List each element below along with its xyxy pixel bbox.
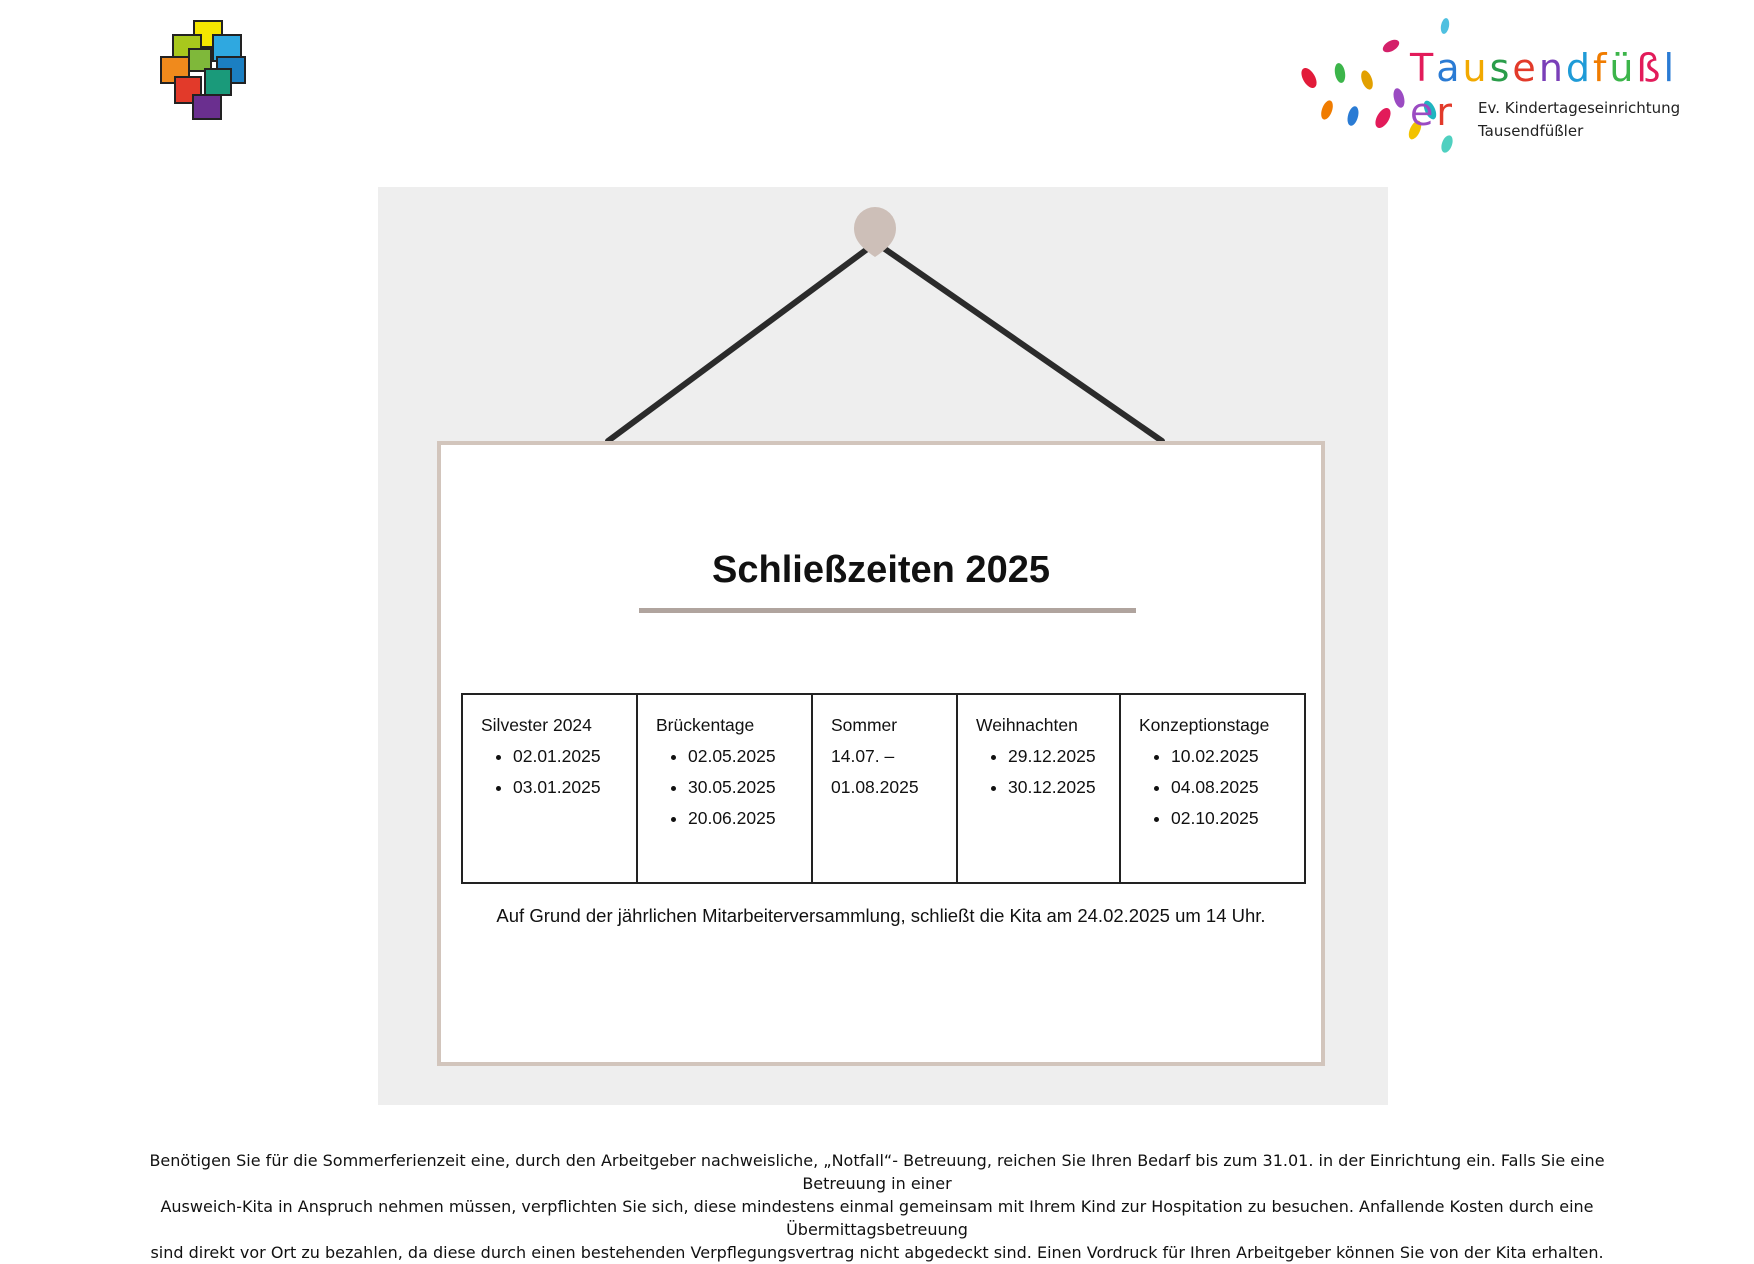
date-list [656, 741, 793, 834]
brand-letter: e [1410, 90, 1437, 134]
column-sommer [812, 694, 957, 883]
list-item: • 02.01.2025 [513, 741, 618, 772]
list-item: • 04.08.2025 [1171, 772, 1286, 803]
summer-range-start: 14.07. – [831, 746, 895, 766]
brand-letter: l [1663, 46, 1678, 90]
board-title: Schließzeiten 2025 [712, 549, 1050, 591]
summer-range-end: 01.08.2025 [831, 777, 919, 797]
column-heading: Brückentage [656, 715, 755, 735]
staff-meeting-note: Auf Grund der jährlichen Mitarbeiterversammlung, schließt die Kita am 24.02.2025 um 14 Uhr. [496, 905, 1266, 926]
logo-subtitle [1478, 97, 1680, 143]
column-konzeptionstage [1120, 694, 1305, 883]
brand-letter: a [1436, 46, 1463, 90]
date-list [481, 741, 618, 803]
brand-letter: d [1565, 46, 1594, 90]
list-item: • 30.12.2025 [1008, 772, 1101, 803]
column-weihnachten [957, 694, 1120, 883]
column-brueckentage [637, 694, 812, 883]
brand-letter: r [1436, 90, 1456, 134]
footer-notice [110, 1149, 1644, 1264]
column-heading: Silvester 2024 [481, 715, 592, 735]
column-heading: Sommer [831, 715, 898, 735]
brand-letter: T [1410, 46, 1437, 90]
footer-line: Benötigen Sie für die Sommerferienzeit eine, durch den Arbeitgeber nachweisliche, „Notfall“- Betreuung, reichen Sie Ihren Bedarf bis zum 31.01. in der Einrichtung ein. Falls Sie eine Betreuung in einer [149, 1151, 1605, 1193]
church-cross-logo [155, 15, 275, 120]
brand-letter: f [1593, 46, 1610, 90]
list-item: • 02.05.2025 [688, 741, 793, 772]
list-item: • 30.05.2025 [688, 772, 793, 803]
logo-subtitle-line1: Ev. Kindertageseinrichtung [1478, 99, 1681, 117]
hanging-string-icon [378, 187, 1388, 447]
tausendfuessler-logo [1295, 18, 1695, 158]
list-item: • 29.12.2025 [1008, 741, 1101, 772]
table-row [462, 694, 1305, 883]
list-item: • 20.06.2025 [688, 803, 793, 834]
brand-letter: n [1538, 46, 1566, 90]
date-list [1139, 741, 1286, 834]
list-item: • 10.02.2025 [1171, 741, 1286, 772]
title-underline [639, 608, 1136, 613]
closure-board [437, 441, 1325, 1066]
logo-subtitle-line2: Tausendfüßler [1478, 122, 1584, 140]
brand-letter: u [1462, 46, 1490, 90]
brand-letter: s [1489, 46, 1513, 90]
date-list [976, 741, 1101, 803]
list-item: • 03.01.2025 [513, 772, 618, 803]
list-item: • 02.10.2025 [1171, 803, 1286, 834]
column-heading: Weihnachten [976, 715, 1078, 735]
footer-line: sind direkt vor Ort zu bezahlen, da diese durch einen bestehenden Verpflegungsvertrag nicht abgedeckt sind. Einen Vordruck für Ihren Arbeitgeber können Sie von der Kita erhalten. [150, 1243, 1604, 1262]
column-heading: Konzeptionstage [1139, 715, 1270, 735]
column-silvester [462, 694, 637, 883]
closure-table [461, 693, 1306, 884]
brand-letter: e [1512, 46, 1539, 90]
footer-line: Ausweich-Kita in Anspruch nehmen müssen, verpflichten Sie sich, diese mindestens einmal gemeinsam mit Ihrem Kind zur Hospitation zu besuchen. Anfallende Kosten durch eine Übermittagsbetreuung [160, 1197, 1594, 1239]
brand-letter: ü [1609, 46, 1637, 90]
cross-mosaic-icon [155, 15, 275, 120]
brand-letter: ß [1636, 46, 1664, 90]
